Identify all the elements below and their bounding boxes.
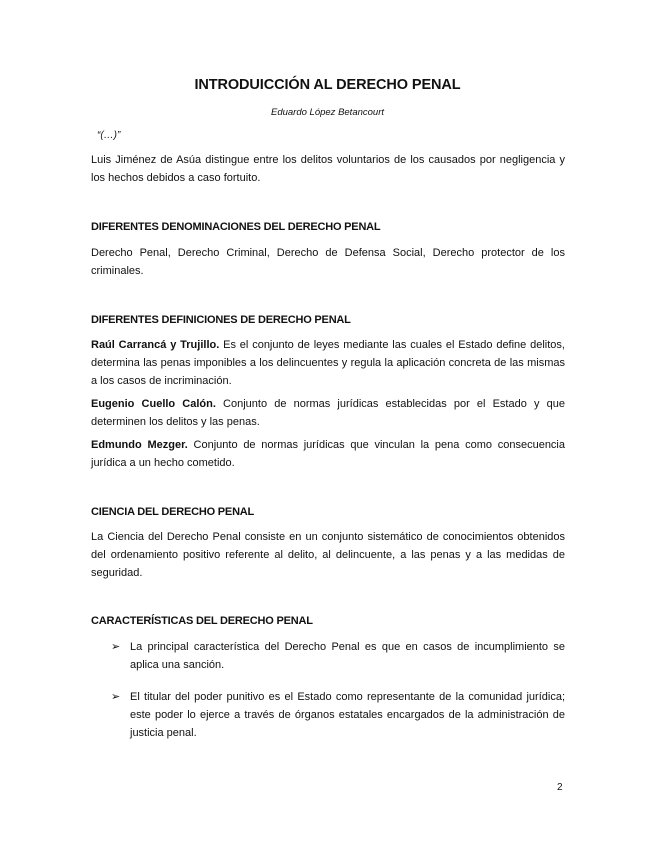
bullet-item: La principal característica del Derecho Penal es que en casos de incumplimiento se aplica una sanción. [130, 641, 565, 671]
definition-mezger [91, 436, 565, 472]
denominaciones-heading: DIFERENTES DENOMINACIONES DEL DERECHO PENAL [91, 221, 381, 233]
definition-text: Conjunto de normas jurídicas que vinculan la pena como consecuencia jurídica a un hecho cometido. [91, 439, 565, 469]
ciencia-paragraph: La Ciencia del Derecho Penal consiste en un conjunto sistemático de conocimientos obtenidos del ordenamiento positivo referente al delito, al delincuente, a las penas y a las medidas de seguridad. [91, 531, 565, 579]
bullet-item: El titular del poder punitivo es el Estado como representante de la comunidad jurídica; este poder lo ejerce a través de órganos estatales encargados de la administración de justicia penal. [130, 691, 565, 739]
definition-author: Edmundo Mezger. [91, 439, 188, 451]
document-author: Eduardo López Betancourt [270, 107, 385, 118]
ciencia-heading: CIENCIA DEL DERECHO PENAL [91, 506, 255, 518]
page-number: 2 [557, 782, 563, 793]
arrow-bullet-icon: ➢ [111, 691, 121, 703]
definition-author: Raúl Carrancá y Trujillo. [91, 339, 220, 351]
ellipsis-quote: “(…)” [97, 130, 121, 141]
caracteristicas-heading: CARACTERÍSTICAS DEL DERECHO PENAL [91, 615, 313, 627]
definition-text: Es el conjunto de leyes mediante las cuales el Estado define delitos, determina las penas imponibles a los delincuentes y regula la aplicación concreta de las mismas a los casos de incriminación. [91, 339, 565, 387]
intro-paragraph: Luis Jiménez de Asúa distingue entre los delitos voluntarios de los causados por negligencia y los hechos debidos a caso fortuito. [91, 154, 565, 184]
arrow-bullet-icon: ➢ [111, 641, 121, 653]
definition-carranca [91, 336, 565, 390]
definition-text: Conjunto de normas jurídicas establecidas por el Estado y que determinen los delitos y las penas. [91, 398, 565, 428]
document-title: INTRODUICCIÓN AL DERECHO PENAL [194, 77, 461, 93]
definition-author: Eugenio Cuello Calón. [91, 398, 216, 410]
definiciones-heading: DIFERENTES DEFINICIONES DE DERECHO PENAL [91, 314, 351, 326]
denominaciones-paragraph: Derecho Penal, Derecho Criminal, Derecho de Defensa Social, Derecho protector de los criminales. [91, 247, 565, 277]
definition-cuello [91, 395, 565, 431]
